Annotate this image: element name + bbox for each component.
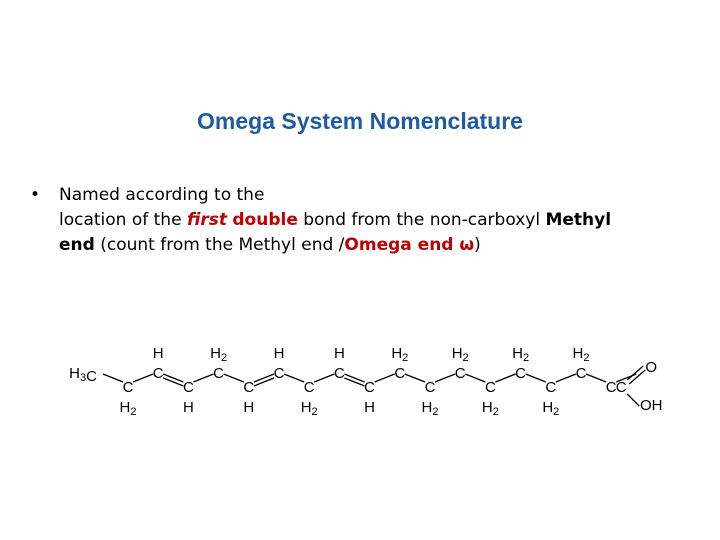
carbon-atom: C [273,365,285,382]
carbon-atom: C [213,365,225,382]
chain-bond [556,374,576,382]
chain-bond [586,374,606,382]
hydrogen-label: H [243,399,255,416]
line3-text: (count from the Methyl end / [94,235,345,255]
omega-end-emphasis: Omega end [344,235,460,255]
carbonyl-oxygen: O [645,359,658,376]
line2-tail: bond from the non-carboxyl [297,210,546,230]
hydrogen-label: H [364,399,376,416]
carbon-atom: C [152,365,164,382]
bullet-line-3 [59,233,700,258]
double-bond-line [344,378,364,386]
chain-bond [495,374,515,382]
chain-bond [163,374,183,382]
carbon-atom: C [333,365,345,382]
carboxyl-carbon: C [615,379,627,396]
chain-bond [193,374,213,382]
line2-lead: location of the [59,210,187,230]
bullet-line-2 [59,208,700,233]
methyl-emphasis: Methyl [545,210,612,230]
bullet-line-1 [59,183,700,208]
chain-bond [465,374,485,382]
hydrogen-label: $H_2$ [210,345,228,364]
carbon-atom: C [394,365,406,382]
double-bond-line [163,378,183,386]
carbon-atom: C [424,379,436,396]
carbon-atom: C [182,379,194,396]
carbon-atom: C [364,379,376,396]
hydrogen-label: H [152,345,164,362]
hydrogen-label: H [273,345,285,362]
bullet-paragraph [30,183,700,258]
chain-bond [254,374,274,382]
hydroxyl-group: OH [639,397,663,414]
end-emphasis: end [59,235,95,255]
hydrogen-label: $H_2$ [512,345,530,364]
methyl-group-label: $H_3C$ [69,365,97,385]
line1-text: Named according to the [59,185,265,205]
carbon-atom: C [122,379,134,396]
chain-bond [435,374,455,382]
hydroxyl-bond [627,394,639,406]
chain-bond [405,374,425,382]
hydrogen-label: H [333,345,345,362]
slide-title: Omega System Nomenclature [197,108,523,134]
close-paren: ) [474,235,481,255]
double-bond-line [254,378,274,386]
carbon-atom: C [484,379,496,396]
chain-bond [344,374,364,382]
hydrogen-label: $H_2$ [421,399,439,418]
hydrogen-label: $H_2$ [481,399,499,418]
chain-bond [314,374,334,382]
chain-bond [375,374,395,382]
carbon-atom: C [303,379,315,396]
carbon-atom: C [575,365,587,382]
hydrogen-label: $H_2$ [542,399,560,418]
chain-bond [224,374,244,382]
double-emphasis: double [232,210,298,230]
hydrogen-label: H [182,399,194,416]
carbon-atom: C [454,365,466,382]
carbon-atom: C [515,365,527,382]
hydrogen-label: $H_2$ [451,345,469,364]
chain-bond [133,374,153,382]
chain-bond [526,374,546,382]
omega-symbol: ω [459,235,475,255]
hydrogen-label: $H_2$ [572,345,590,364]
bullet-text [59,183,700,258]
bullet-marker: • [30,185,41,205]
hydrogen-label: $H_2$ [391,345,409,364]
chain-bond [284,374,304,382]
carbon-atom: C [605,379,617,396]
carbon-atom: C [243,379,255,396]
chain-bond [103,374,123,382]
carbon-atom: C [545,379,557,396]
first-emphasis: first [186,210,227,230]
fatty-acid-structure [55,340,695,420]
hydrogen-label: $H_2$ [300,399,318,418]
hydrogen-label: $H_2$ [119,399,137,418]
